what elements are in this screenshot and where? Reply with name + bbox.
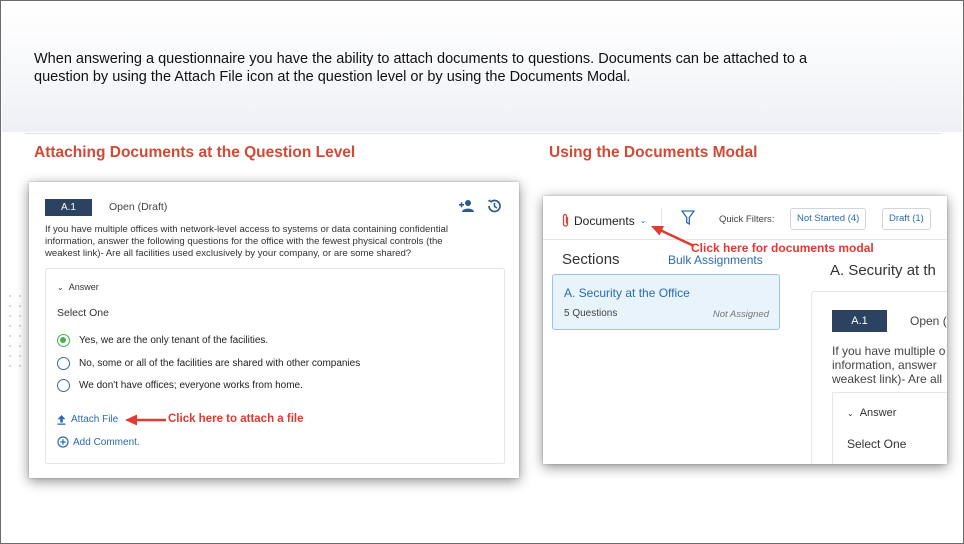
section-card-count: 5 Questions	[564, 308, 618, 319]
toolbar	[543, 196, 947, 240]
documents-label: Documents	[574, 213, 635, 228]
right-section-heading: Using the Documents Modal	[549, 144, 758, 161]
answer-option-label: Yes, we are the only tenant of the facilities.	[79, 335, 269, 346]
answer-panel	[45, 268, 505, 464]
question-text	[832, 344, 947, 386]
answer-toggle[interactable]	[57, 282, 99, 292]
sections-title: Sections	[562, 251, 620, 268]
annotation-documents-modal: Click here for documents modal	[691, 241, 874, 255]
radio-unselected[interactable]	[57, 379, 70, 392]
section-card-status: Not Assigned	[712, 309, 769, 320]
paperclip-icon	[561, 213, 570, 228]
annotation-attach-file: Click here to attach a file	[168, 413, 304, 425]
add-comment-label: Add Comment.	[73, 436, 140, 448]
radio-selected[interactable]	[57, 334, 70, 347]
main-question-card	[811, 291, 947, 464]
chevron-down-icon: ⌄	[57, 283, 64, 292]
answer-option-label: We don't have offices; everyone works from home.	[79, 380, 303, 391]
documents-modal-screenshot	[543, 196, 947, 464]
quick-filters-label: Quick Filters:	[719, 214, 775, 225]
answer-toggle-label: Answer	[859, 407, 897, 419]
question-level-screenshot	[29, 182, 519, 478]
chevron-down-icon: ⌄	[847, 409, 854, 418]
question-id-badge: A.1	[832, 310, 887, 332]
question-text-line: weakest link)- Are all facilities used exclusively by your company, or are some shared?	[45, 248, 412, 259]
upload-icon	[57, 415, 66, 425]
main-section-title: A. Security at th	[830, 262, 936, 279]
question-text-line: weakest link)- Are all	[832, 372, 943, 386]
question-text	[45, 224, 500, 260]
question-text-line: information, answer the following questions for the office with the fewest physical controls (the	[45, 236, 443, 247]
select-one-label: Select One	[57, 307, 109, 319]
radio-unselected[interactable]	[57, 357, 70, 370]
section-card-title: A. Security at the Office	[564, 286, 690, 300]
chevron-down-icon: ⌄	[639, 216, 647, 225]
intro-line-1: When answering a questionnaire you have the ability to attach documents to questions. Documents can be attached to a	[34, 51, 808, 67]
attach-file-label: Attach File	[71, 414, 119, 425]
attach-file-link[interactable]	[57, 414, 118, 425]
section-card[interactable]	[552, 274, 780, 330]
question-text-line: If you have multiple offices with network-level access to systems or data containing confidential	[45, 224, 448, 235]
bulk-assignments-link[interactable]: Bulk Assignments	[668, 253, 763, 267]
answer-option-no-offices[interactable]	[57, 379, 303, 392]
select-one-label: Select One	[847, 437, 907, 451]
filter-draft[interactable]: Draft (1)	[882, 208, 931, 230]
question-id-badge: A.1	[45, 199, 92, 216]
question-text-line: information, answer	[832, 358, 937, 372]
documents-button[interactable]	[561, 213, 646, 228]
history-icon[interactable]	[486, 198, 502, 214]
question-text-line: If you have multiple o	[832, 344, 946, 358]
intro-text	[34, 50, 914, 86]
plus-circle-icon	[57, 436, 69, 448]
answer-panel	[832, 392, 947, 464]
add-comment-link[interactable]	[57, 436, 140, 448]
add-user-icon[interactable]	[459, 199, 475, 213]
answer-option-no[interactable]	[57, 357, 360, 370]
filter-not-started[interactable]: Not Started (4)	[790, 208, 866, 230]
left-section-heading: Attaching Documents at the Question Level	[34, 144, 356, 161]
question-status: Open (	[910, 314, 947, 328]
answer-toggle-label: Answer	[68, 282, 99, 292]
annotation-arrow-left	[125, 414, 167, 426]
question-status: Open (Draft)	[109, 201, 168, 213]
annotation-arrow-right	[651, 225, 695, 249]
filter-icon[interactable]	[681, 210, 695, 226]
answer-option-yes[interactable]	[57, 334, 268, 347]
answer-toggle[interactable]	[847, 407, 896, 419]
divider	[25, 133, 941, 134]
intro-line-2: question by using the Attach File icon at the question level or by using the Documents Modal.	[34, 69, 631, 85]
answer-option-label: No, some or all of the facilities are shared with other companies	[79, 358, 361, 369]
